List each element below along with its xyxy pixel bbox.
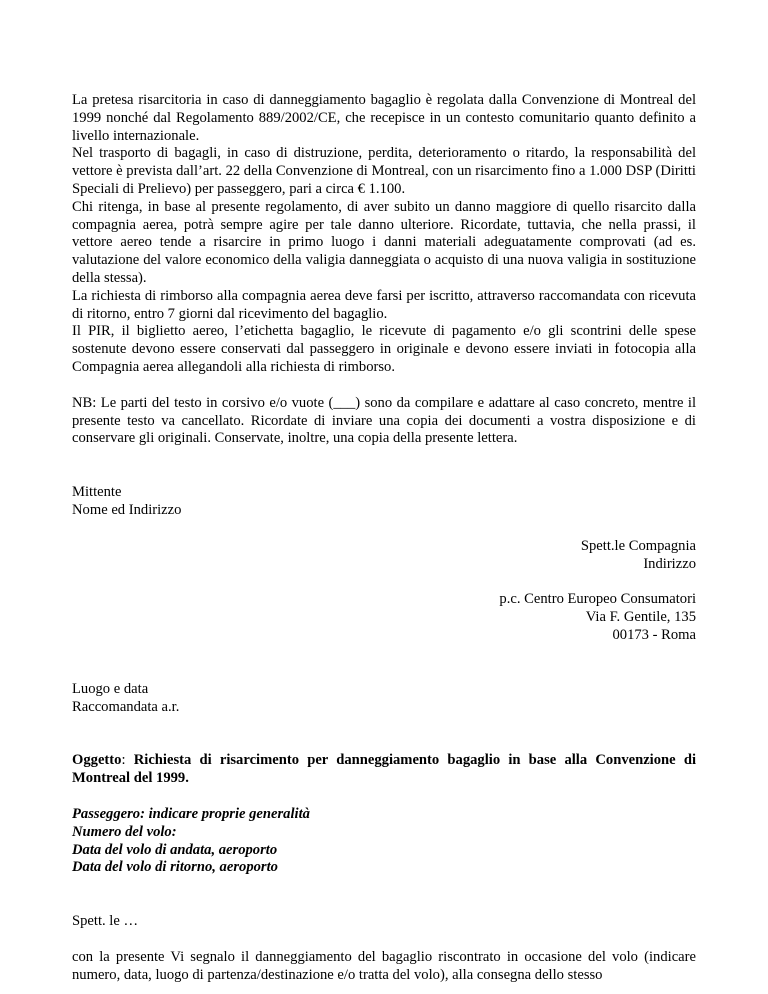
cc-street: Via F. Gentile, 135	[585, 609, 696, 626]
recipient-company: Spett.le Compagnia	[580, 537, 696, 554]
field-outbound-date: Data del volo di andata, aeroporto	[72, 841, 278, 858]
registered-mail: Raccomandata a.r.	[72, 698, 180, 715]
document-page	[72, 92, 696, 984]
subject-separator: :	[121, 752, 134, 769]
sender-label: Mittente	[72, 484, 122, 501]
sender-block	[72, 484, 696, 520]
intro-paragraph-1: La pretesa risarcitoria in caso di danneggiamento bagaglio è regolata dalla Convenzione di Montreal del 1999 nonché dal Regolamento 889/2002/CE, che recepisce in un contesto comunitario quanto definito a livello internazionale.	[72, 92, 696, 144]
subject-line	[72, 752, 696, 788]
recipient-block	[72, 538, 696, 574]
place-date-block	[72, 681, 696, 717]
place-date: Luogo e data	[72, 680, 149, 697]
intro-section	[72, 92, 696, 377]
nb-note: NB: Le parti del testo in corsivo e/o vuote (___) sono da compilare e adattare al caso concreto, mentre il presente testo va cancellato. Ricordate di inviare una copia dei documenti a vostra disposizione e di conservare gli originali. Conservate, inoltre, una copia della presente lettera.	[72, 394, 696, 447]
intro-paragraph-3: Chi ritenga, in base al presente regolamento, di aver subito un danno maggiore di quello risarcito dalla compagnia aerea, potrà sempre agire per tale danno ulteriore. Ricordate, tuttavia, che nella prassi, il vettore aereo tende a risarcire in primo luogo i danni materiali adeguatamente comprovati (ad es. valutazione del valore economico della valigia danneggiata o acquisto di una nuova valigia in sostituzione della stessa).	[72, 198, 696, 286]
field-return-date: Data del volo di ritorno, aeroporto	[72, 859, 278, 876]
recipient-address: Indirizzo	[643, 555, 696, 572]
intro-paragraph-5: Il PIR, il biglietto aereo, l’etichetta bagaglio, le ricevute di pagamento e/o gli scontrini delle spese sostenute devono essere conservati dal passeggero in originale e devono essere inviati in fotocopia alla Compagnia aerea allegandoli alla richiesta di rimborso.	[72, 323, 696, 375]
intro-paragraph-4: La richiesta di rimborso alla compagnia aerea deve farsi per iscritto, attraverso raccomandata con ricevuta di ritorno, entro 7 giorni dal ricevimento del bagaglio.	[72, 287, 696, 322]
passenger-fields	[72, 806, 696, 877]
subject-text: Richiesta di risarcimento per danneggiamento bagaglio in base alla Convenzione di Montreal del 1999.	[72, 752, 697, 787]
field-flight-number: Numero del volo:	[72, 823, 177, 840]
subject-label: Oggetto	[72, 752, 122, 769]
sender-name-address: Nome ed Indirizzo	[72, 501, 182, 518]
cc-block	[72, 591, 696, 644]
field-passenger: Passeggero: indicare proprie generalità	[72, 805, 310, 822]
letter-body: con la presente Vi segnalo il danneggiamento del bagaglio riscontrato in occasione del volo (indicare numero, data, luogo di partenza/destinazione e/o tratta del volo), alla consegna dello stesso	[72, 948, 696, 983]
intro-paragraph-2: Nel trasporto di bagagli, in caso di distruzione, perdita, deterioramento o ritardo, la responsabilità del vettore è prevista dall’art. 22 della Convenzione di Montreal, con un risarcimento fino a 1.000 DSP (Diritti Speciali di Prelievo) per passeggero, pari a circa € 1.100.	[72, 145, 696, 197]
cc-organization: p.c. Centro Europeo Consumatori	[499, 591, 696, 608]
salutation: Spett. le …	[72, 913, 139, 930]
cc-city: 00173 - Roma	[612, 626, 696, 643]
